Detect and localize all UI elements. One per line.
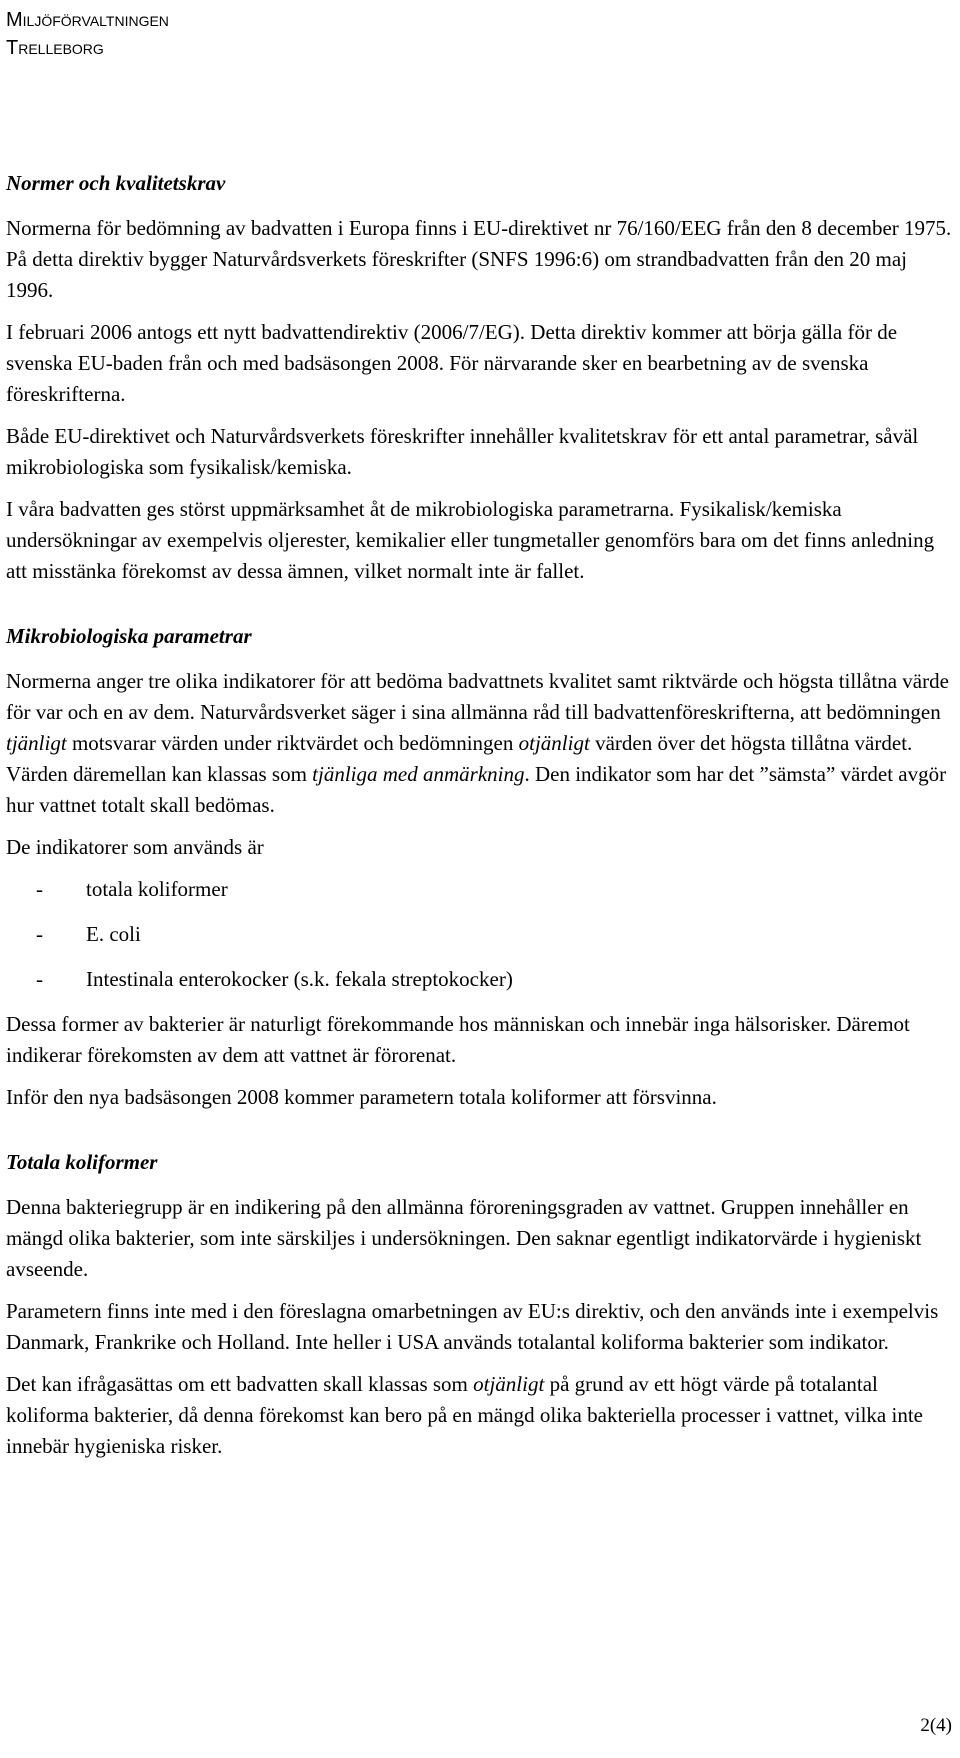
list-item-text: E. coli bbox=[86, 922, 141, 946]
text-run: motsvarar värden under riktvärdet och bedömningen bbox=[66, 731, 519, 755]
dash-bullet: - bbox=[36, 877, 43, 901]
text-run: . Den indikator som har det ”sämsta” värdet avgör hur vattnet totalt skall bedömas. bbox=[6, 762, 947, 817]
dash-bullet: - bbox=[36, 967, 43, 991]
paragraph bbox=[6, 1369, 956, 1462]
text-run: Det kan ifrågasättas om ett badvatten skall klassas som bbox=[6, 1372, 474, 1396]
emphasis-term: otjänligt bbox=[473, 1372, 545, 1396]
paragraph: Parametern finns inte med i den föreslagna omarbetningen av EU:s direktiv, och den används inte i exempelvis Danmark, Frankrike och Holland. Inte heller i USA används totalantal koliforma bakterier som indikator. bbox=[6, 1299, 939, 1354]
page-number: 2(4) bbox=[920, 1715, 952, 1736]
list-item-text: Intestinala enterokocker (s.k. fekala streptokocker) bbox=[86, 967, 513, 991]
paragraph: Dessa former av bakterier är naturligt förekommande hos människan och innebär inga hälsorisker. Däremot indikerar förekomsten av dem att vattnet är förorenat. bbox=[6, 1012, 910, 1067]
text-run: värden över det högsta tillåtna värdet. Värden däremellan kan klassas som bbox=[6, 731, 913, 786]
list-item bbox=[6, 964, 956, 995]
paragraph: Denna bakteriegrupp är en indikering på den allmänna föroreningsgraden av vattnet. Gruppen innehåller en mängd olika bakterier, som inte särskiljes i undersökningen. Den saknar egentligt indikatorvärde i hygieniskt avseende. bbox=[6, 1195, 922, 1281]
section-heading-mikrobiologiska: Mikrobiologiska parametrar bbox=[6, 624, 252, 648]
paragraph: De indikatorer som används är bbox=[6, 835, 264, 859]
paragraph: Inför den nya badsäsongen 2008 kommer parametern totala koliformer att försvinna. bbox=[6, 1085, 717, 1109]
text-run: på grund av ett högt värde på totalantal koliforma bakterier, då denna förekomst kan bero på en mängd olika bakteriella processer i vattnet, vilka inte innebär hygieniska risker. bbox=[6, 1372, 923, 1458]
dash-bullet: - bbox=[36, 922, 43, 946]
document-header bbox=[6, 6, 169, 62]
paragraph: I februari 2006 antogs ett nytt badvattendirektiv (2006/7/EG). Detta direktiv kommer att börja gälla för de svenska EU-baden från och med badsäsongen 2008. För närvarande sker en bearbetning av de svenska föreskrifterna. bbox=[6, 320, 898, 406]
emphasis-term: tjänliga med anmärkning bbox=[312, 762, 525, 786]
emphasis-term: otjänligt bbox=[518, 731, 590, 755]
paragraph: Normerna för bedömning av badvatten i Europa finns i EU-direktivet nr 76/160/EEG från den 8 december 1975. På detta direktiv bygger Naturvårdsverkets föreskrifter (SNFS 1996:6) om strandbadvatten från den 20 maj 1996. bbox=[6, 216, 952, 302]
header-city: Trelleborg bbox=[6, 37, 104, 59]
header-organization: Miljöförvaltningen bbox=[6, 9, 169, 31]
text-run: Normerna anger tre olika indikatorer för att bedöma badvattnets kvalitet samt riktvärde och högsta tillåtna värde för var och en av dem. Naturvårdsverket säger i sina allmänna råd till badvattenföreskrifterna, att bedömningen bbox=[6, 669, 949, 724]
paragraph bbox=[6, 666, 956, 821]
document-body bbox=[6, 168, 956, 1473]
section-heading-normer: Normer och kvalitetskrav bbox=[6, 171, 226, 195]
paragraph: I våra badvatten ges störst uppmärksamhet åt de mikrobiologiska parametrarna. Fysikalisk/kemiska undersökningar av exempelvis oljerester, kemikalier eller tungmetaller genomförs bara om det finns anledning att misstänka förekomst av dessa ämnen, vilket normalt inte är fallet. bbox=[6, 497, 935, 583]
indicator-list bbox=[6, 874, 956, 995]
list-item-text: totala koliformer bbox=[86, 877, 228, 901]
paragraph: Både EU-direktivet och Naturvårdsverkets föreskrifter innehåller kvalitetskrav för ett antal parametrar, såväl mikrobiologiska som fysikalisk/kemiska. bbox=[6, 424, 919, 479]
list-item bbox=[6, 919, 956, 950]
list-item bbox=[6, 874, 956, 905]
emphasis-term: tjänligt bbox=[6, 731, 67, 755]
section-heading-totala-koliformer: Totala koliformer bbox=[6, 1150, 158, 1174]
